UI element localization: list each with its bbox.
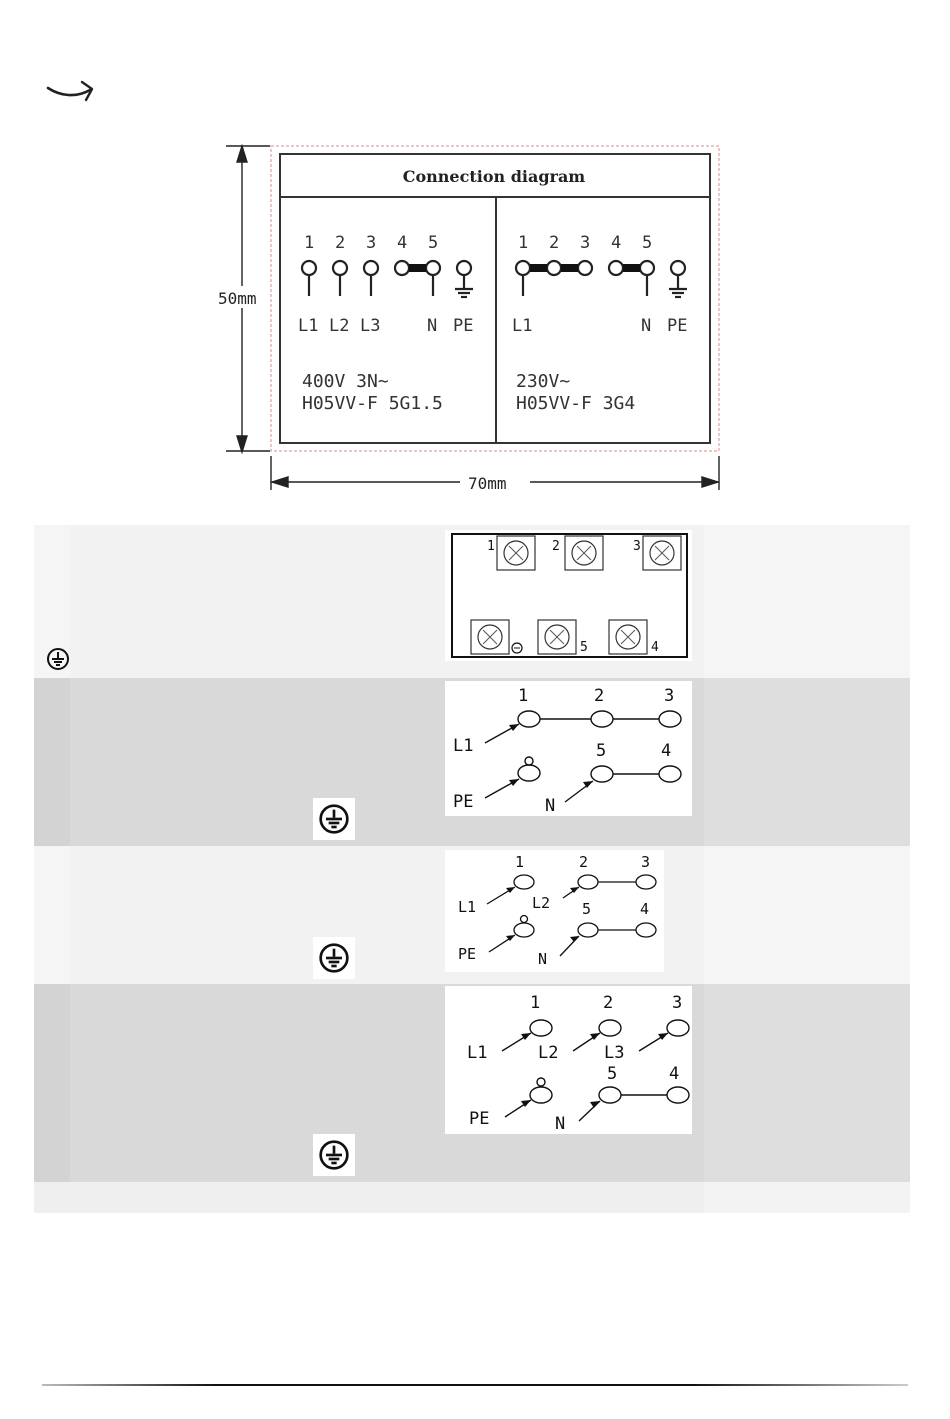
terminal-number: 2 xyxy=(335,233,346,253)
line-label: PE xyxy=(458,945,477,963)
terminal-number: 4 xyxy=(611,233,622,253)
wiring-table xyxy=(34,525,910,1215)
width-dimension-label: 70mm xyxy=(468,474,507,493)
terminal-number: 4 xyxy=(651,640,659,655)
terminal-number: 2 xyxy=(594,686,605,706)
terminal-number: 3 xyxy=(366,233,377,253)
terminal-number: 2 xyxy=(552,539,560,554)
line-label: N xyxy=(538,950,548,968)
table-row xyxy=(34,678,910,846)
line-label: PE xyxy=(453,316,474,336)
line-label: L3 xyxy=(604,1043,625,1063)
terminal-number: 1 xyxy=(304,233,315,253)
line-label: L1 xyxy=(453,736,474,756)
table-row xyxy=(34,525,910,678)
line-label: L1 xyxy=(512,316,533,336)
wiring-diagram-two-phase xyxy=(445,850,664,972)
terminal-number: 5 xyxy=(607,1064,618,1084)
terminal-number: 2 xyxy=(603,993,614,1013)
terminal-number: 3 xyxy=(672,993,683,1013)
terminal-number: 3 xyxy=(664,686,675,706)
terminal-block-diagram xyxy=(445,530,692,661)
line-label: L1 xyxy=(298,316,319,336)
earth-ground-icon xyxy=(318,942,350,974)
terminal-number: 1 xyxy=(487,539,495,554)
terminal-number: 4 xyxy=(397,233,408,253)
terminal-number: 1 xyxy=(518,233,529,253)
footer-divider xyxy=(42,1384,908,1387)
terminal-number: 1 xyxy=(518,686,529,706)
table-row xyxy=(34,846,910,984)
table-row xyxy=(34,1182,910,1213)
line-label: PE xyxy=(667,316,688,336)
earth-ground-icon xyxy=(318,1139,350,1171)
table-row xyxy=(34,984,910,1182)
voltage-rating: 400V 3N~ xyxy=(302,371,389,392)
terminal-number: 5 xyxy=(642,233,653,253)
terminal-number: 1 xyxy=(515,853,525,871)
earth-ground-icon xyxy=(318,803,350,835)
line-label: N xyxy=(555,1114,566,1134)
terminal-number: 3 xyxy=(641,853,651,871)
height-dimension-label: 50mm xyxy=(218,289,257,308)
cable-type: H05VV-F 5G1.5 xyxy=(302,393,443,414)
line-label: L3 xyxy=(360,316,381,336)
diagram-title: Connection diagram xyxy=(402,167,586,186)
terminal-number: 5 xyxy=(580,640,588,655)
line-label: N xyxy=(641,316,652,336)
line-label: L1 xyxy=(458,898,477,916)
line-label: N xyxy=(427,316,438,336)
connection-label-diagram xyxy=(218,138,732,498)
curved-arrow-icon xyxy=(46,76,98,106)
line-label: L2 xyxy=(532,894,551,912)
line-label: N xyxy=(545,796,556,816)
cable-type: H05VV-F 3G4 xyxy=(516,393,636,414)
terminal-number: 5 xyxy=(428,233,439,253)
terminal-number: 4 xyxy=(669,1064,680,1084)
line-label: L1 xyxy=(467,1043,488,1063)
voltage-rating: 230V~ xyxy=(516,371,571,392)
terminal-number: 1 xyxy=(530,993,541,1013)
terminal-number: 5 xyxy=(582,900,592,918)
line-label: PE xyxy=(453,792,474,812)
line-label: L2 xyxy=(538,1043,559,1063)
wiring-diagram-three-phase xyxy=(445,986,692,1134)
line-label: L2 xyxy=(329,316,350,336)
terminal-number: 5 xyxy=(596,741,607,761)
wiring-diagram-single-phase xyxy=(445,681,692,816)
terminal-number: 2 xyxy=(579,853,589,871)
terminal-number: 4 xyxy=(640,900,650,918)
terminal-number: 3 xyxy=(633,539,641,554)
terminal-number: 3 xyxy=(580,233,591,253)
earth-ground-icon xyxy=(46,647,70,671)
line-label: PE xyxy=(469,1109,490,1129)
terminal-number: 2 xyxy=(549,233,560,253)
terminal-number: 4 xyxy=(661,741,672,761)
